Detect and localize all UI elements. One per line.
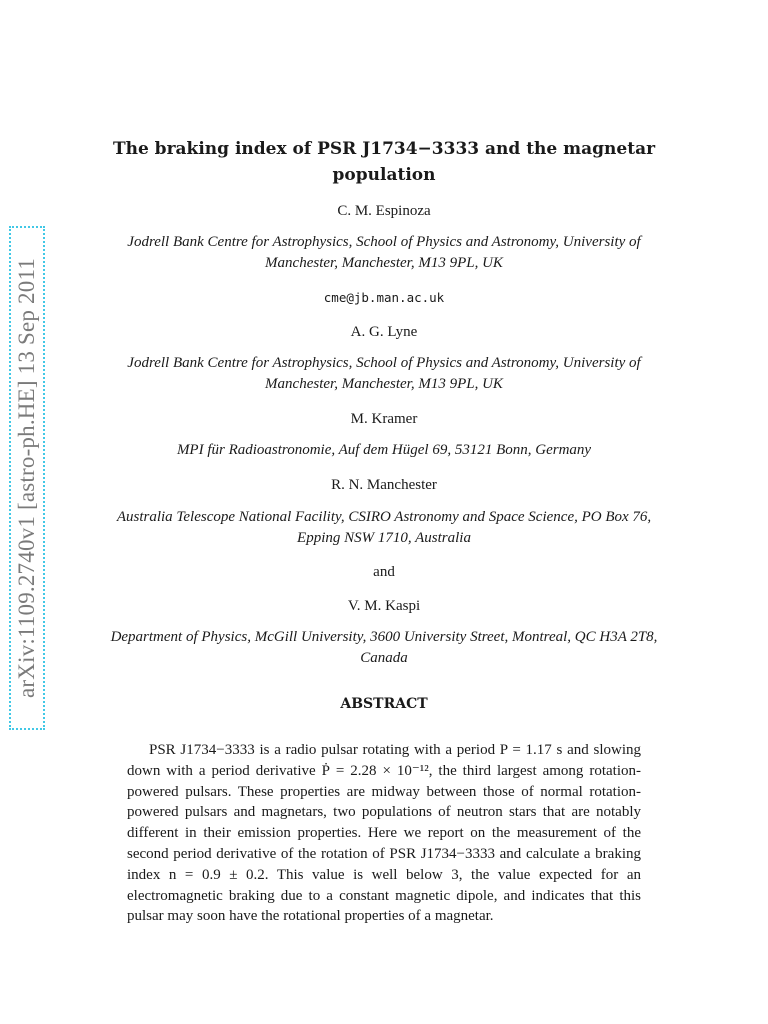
author-affiliation: Jodrell Bank Centre for Astrophysics, School of Physics and Astronomy, University of Manchester, Manchester, M13 9PL, UK: [127, 234, 641, 271]
arxiv-identifier: arXiv:1109.2740v1 [astro-ph.HE] 13 Sep 2011: [14, 258, 39, 698]
author-email: cme@jb.man.ac.uk: [323, 290, 445, 305]
author-conjunction: and: [373, 564, 395, 580]
author-name: C. M. Espinoza: [337, 203, 431, 219]
author-name: A. G. Lyne: [350, 324, 418, 340]
author-affiliation: Jodrell Bank Centre for Astrophysics, School of Physics and Astronomy, University of Manchester, Manchester, M13 9PL, UK: [127, 355, 641, 392]
author-affiliation: Australia Telescope National Facility, CSIRO Astronomy and Space Science, PO Box 76, Epping NSW 1710, Australia: [116, 509, 652, 546]
arxiv-stamp: [9, 226, 45, 730]
author-affiliation: Department of Physics, McGill University, 3600 University Street, Montreal, QC H3A 2T8, Canada: [110, 629, 658, 666]
author-name: R. N. Manchester: [331, 477, 437, 493]
paper-title: The braking index of PSR J1734−3333 and the magnetar population: [112, 139, 656, 185]
author-affiliation: MPI für Radioastronomie, Auf dem Hügel 69, 53121 Bonn, Germany: [176, 442, 592, 458]
author-name: M. Kramer: [350, 411, 418, 427]
abstract-text: PSR J1734−3333 is a radio pulsar rotating with a period P = 1.17 s and slowing down with a period derivative Ṗ = 2.28 × 10⁻¹², the third largest among rotation-powered pulsars. These properties are midway between those of normal rotation-powered pulsars and magnetars, two populations of neutron stars that are notably different in their emission properties. Here we report on the measurement of the second period derivative of the rotation of PSR J1734−3333 and calculate a braking index n = 0.9 ± 0.2. This value is well below 3, the value expected for an electromagnetic braking due to a constant magnetic dipole, and indicates that this pulsar may soon have the rotational properties of a magnetar.: [127, 742, 641, 925]
abstract-heading: ABSTRACT: [340, 696, 428, 712]
author-name: V. M. Kaspi: [347, 598, 421, 614]
